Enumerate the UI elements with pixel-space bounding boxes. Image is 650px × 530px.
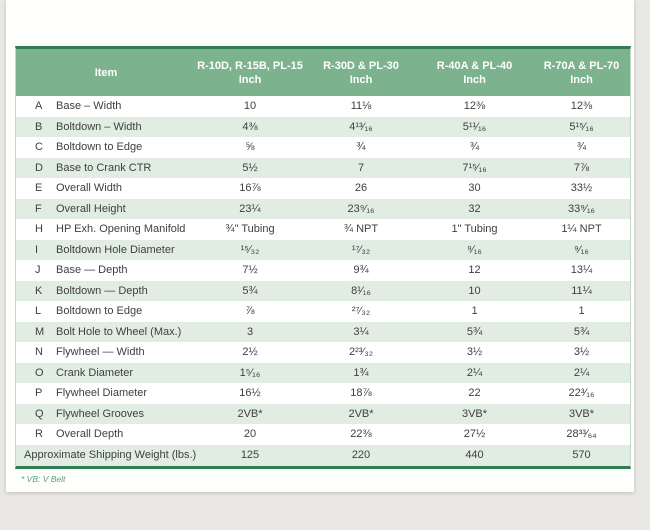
row-letter: F: [35, 202, 42, 215]
col-header-model-4-name: R-70A & PL-70: [543, 59, 620, 72]
row-item-label: Boltdown — Depth: [56, 284, 148, 297]
row-value: 16⅞: [239, 182, 261, 195]
row-letter: I: [35, 243, 39, 256]
row-letter: B: [35, 120, 43, 133]
col-header-model-2: [304, 59, 418, 87]
col-header-model-3-name: R-40A & PL-40: [436, 59, 513, 72]
footnote: * VB: V Belt: [21, 474, 66, 484]
row-value: 7⅞: [573, 161, 590, 174]
row-value: 5¹¹⁄₁₆: [462, 120, 487, 133]
row-value: 22: [468, 387, 481, 400]
table-row: [16, 424, 630, 445]
row-value: 2¼: [573, 366, 590, 379]
row-value: ¾: [576, 141, 587, 154]
row-value: 32: [468, 202, 481, 215]
row-item-label: Crank Diameter: [56, 366, 134, 379]
row-letter: Q: [35, 407, 44, 420]
col-header-model-3: [418, 59, 531, 87]
row-item-label: Flywheel — Width: [56, 346, 145, 359]
row-value: ¾ NPT: [343, 223, 379, 236]
row-letter: D: [35, 161, 43, 174]
spec-table: [15, 46, 631, 469]
shipping-weight-label: Approximate Shipping Weight (lbs.): [24, 449, 197, 461]
row-letter: E: [35, 182, 43, 195]
shipping-weight-value: 220: [351, 449, 371, 461]
table-row: [16, 404, 630, 425]
row-letter: J: [35, 264, 41, 277]
shipping-weight-value: 570: [572, 449, 591, 461]
table-row: [16, 260, 630, 281]
row-item-label: Base to Crank CTR: [56, 161, 152, 174]
row-value: 33½: [570, 182, 593, 195]
row-item-label: Overall Width: [56, 182, 123, 195]
row-value: 1" Tubing: [451, 223, 498, 236]
shipping-weight-value: 440: [465, 449, 484, 461]
shipping-weight-row: [16, 445, 630, 466]
row-letter: H: [35, 223, 43, 236]
row-value: 12⅜: [570, 100, 593, 113]
row-value: 3½: [466, 346, 483, 359]
row-value: 9¾: [353, 264, 369, 277]
row-value: 11⅛: [350, 100, 372, 113]
col-header-model-3-unit: Inch: [463, 73, 486, 86]
row-letter: M: [35, 325, 45, 338]
row-value: 27½: [463, 428, 486, 441]
row-item-label: Boltdown Hole Diameter: [56, 243, 175, 256]
row-value: 2VB*: [348, 407, 374, 420]
row-value: 4⅜: [242, 120, 258, 133]
table-row: [16, 96, 630, 117]
row-value: 5¾: [466, 325, 483, 338]
table-header-row: [16, 49, 630, 96]
row-value: 3: [246, 325, 254, 338]
row-value: 16½: [239, 387, 261, 400]
row-value: 20: [243, 428, 257, 441]
row-item-label: Boltdown – Width: [56, 120, 142, 133]
row-value: 18⅞: [350, 387, 372, 400]
col-header-model-1-name: R-10D, R-15B, PL-15: [197, 59, 303, 72]
row-value: 2²³⁄₃₂: [348, 346, 374, 359]
col-header-model-1-unit: Inch: [238, 73, 262, 86]
row-value: 5¾: [573, 325, 590, 338]
row-item-label: Base — Depth: [56, 264, 128, 277]
row-item-label: Overall Depth: [56, 428, 124, 441]
row-value: ²⁷⁄₃₂: [351, 305, 371, 318]
row-value: 28³³⁄₆₄: [566, 428, 597, 441]
row-value: 3¼: [353, 325, 369, 338]
row-value: ⅝: [245, 141, 255, 154]
col-header-item: Item: [94, 66, 118, 79]
row-value: 22³⁄₁₆: [568, 387, 595, 400]
row-value: 30: [468, 182, 481, 195]
row-letter: L: [35, 305, 42, 318]
row-value: ¹⁷⁄₃₂: [351, 243, 371, 256]
table-row: [16, 137, 630, 158]
shipping-weight-value: 125: [240, 449, 260, 461]
col-header-model-4-unit: Inch: [570, 73, 593, 86]
row-value: 1: [471, 305, 478, 318]
table-row: [16, 363, 630, 384]
row-value: 12: [468, 264, 481, 277]
row-value: 10: [468, 284, 481, 297]
table-row: [16, 342, 630, 363]
table-row: [16, 178, 630, 199]
row-value: 5¹⁵⁄₁₆: [569, 120, 594, 133]
row-value: 3VB*: [461, 407, 488, 420]
table-body: [16, 96, 630, 445]
row-item-label: Base – Width: [56, 100, 122, 113]
col-header-model-4: [531, 59, 632, 87]
row-value: 2½: [242, 346, 258, 359]
row-value: ⁹⁄₁₆: [574, 243, 589, 256]
row-value: 13¼: [570, 264, 593, 277]
row-item-label: Boltdown to Edge: [56, 305, 143, 318]
row-value: 22⅜: [350, 428, 372, 441]
row-item-label: Bolt Hole to Wheel (Max.): [56, 325, 182, 338]
row-letter: P: [35, 387, 43, 400]
row-value: 33⁹⁄₁₆: [568, 202, 595, 215]
row-value: 7: [357, 161, 365, 174]
col-header-model-2-name: R-30D & PL-30: [323, 59, 399, 72]
row-value: ¹⁵⁄₃₂: [240, 243, 260, 256]
table-row: [16, 158, 630, 179]
row-value: 1⁵⁄₁₆: [239, 366, 261, 379]
table-row: [16, 281, 630, 302]
table-row: [16, 322, 630, 343]
row-value: 2VB*: [237, 407, 263, 420]
row-value: ¾: [469, 141, 480, 154]
row-value: ¾" Tubing: [225, 223, 275, 236]
row-value: 23¼: [239, 202, 261, 215]
row-value: 5½: [242, 161, 258, 174]
row-value: 1¼ NPT: [561, 223, 602, 236]
row-value: 4¹³⁄₁₆: [349, 120, 373, 133]
row-value: 8¹⁄₁₆: [351, 284, 371, 297]
table-row: [16, 219, 630, 240]
row-value: 3½: [573, 346, 590, 359]
catalog-sheet: [6, 0, 634, 492]
row-item-label: Overall Height: [56, 202, 126, 215]
row-value: 23⁹⁄₁₆: [347, 202, 375, 215]
table-row: [16, 117, 630, 138]
col-header-model-2-unit: Inch: [349, 73, 373, 86]
row-value: 1: [578, 305, 585, 318]
row-letter: C: [35, 141, 43, 154]
row-item-label: Flywheel Diameter: [56, 387, 148, 400]
row-value: 11¼: [571, 284, 592, 297]
row-item-label: Flywheel Grooves: [56, 407, 145, 420]
row-value: 12⅜: [463, 100, 486, 113]
table-row: [16, 199, 630, 220]
row-value: 1¾: [353, 366, 369, 379]
row-letter: K: [35, 284, 43, 297]
row-letter: R: [35, 428, 43, 441]
row-value: ⁹⁄₁₆: [467, 243, 482, 256]
row-value: 10: [243, 100, 257, 113]
table-row: [16, 301, 630, 322]
row-value: 7½: [242, 264, 258, 277]
row-value: ¾: [356, 141, 366, 154]
row-letter: A: [35, 100, 43, 113]
row-value: 3VB*: [568, 407, 595, 420]
row-letter: O: [35, 366, 44, 379]
col-header-model-1: [196, 59, 304, 87]
row-item-label: HP Exh. Opening Manifold: [56, 223, 186, 236]
row-value: 7¹⁵⁄₁₆: [462, 161, 487, 174]
row-value: 5¾: [242, 284, 258, 297]
row-letter: N: [35, 346, 43, 359]
row-value: ⅞: [245, 305, 255, 318]
row-item-label: Boltdown to Edge: [56, 141, 143, 154]
row-value: 26: [354, 182, 368, 195]
row-value: 2¼: [466, 366, 483, 379]
table-row: [16, 383, 630, 404]
table-row: [16, 240, 630, 261]
